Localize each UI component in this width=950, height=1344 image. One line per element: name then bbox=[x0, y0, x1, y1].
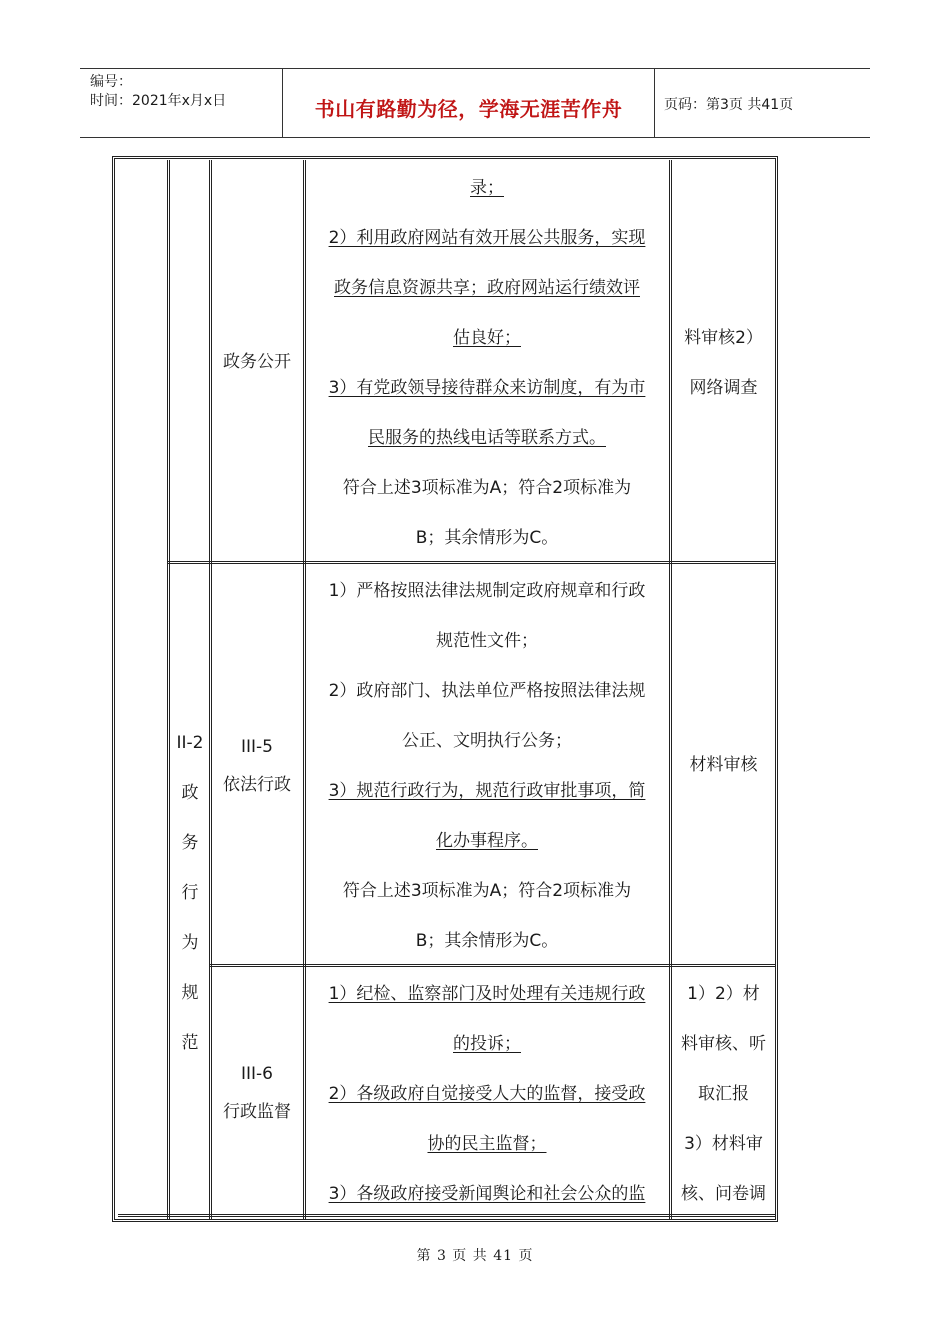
method-line: 材料审核 bbox=[689, 755, 758, 775]
header-motto: 书山有路勤为径，学海无涯苦作舟 bbox=[314, 97, 623, 121]
criteria-cell bbox=[306, 566, 668, 966]
method-cell bbox=[672, 313, 775, 413]
criteria-text: 化办事程序。 bbox=[436, 831, 538, 851]
category-char: 务 bbox=[181, 833, 199, 853]
criteria-line bbox=[306, 1169, 668, 1219]
item-code: III-5 bbox=[241, 737, 273, 757]
item-cell bbox=[212, 1055, 302, 1131]
category-char: 为 bbox=[181, 933, 199, 953]
criteria-line: 规范性文件； bbox=[436, 631, 538, 651]
method-line: 核、问卷调 bbox=[681, 1184, 766, 1204]
method-cell bbox=[672, 740, 775, 790]
criteria-line: 2）政府部门、执法单位严格按照法律法规 bbox=[328, 681, 646, 701]
criteria-line bbox=[306, 213, 668, 263]
item-code: III-6 bbox=[241, 1064, 273, 1084]
criteria-line bbox=[306, 1019, 668, 1069]
criteria-text: 2）各级政府自觉接受人大的监督，接受政 bbox=[328, 1084, 646, 1104]
method-line: 取汇报 bbox=[698, 1084, 749, 1104]
criteria-line bbox=[306, 313, 668, 363]
serial-number-label: 编号： bbox=[90, 74, 132, 90]
table-column-divider bbox=[167, 160, 170, 1219]
category-char: 规 bbox=[181, 983, 199, 1003]
item-name: 政务公开 bbox=[223, 352, 291, 372]
criteria-line: 符合上述3项标准为A；符合2项标准为 bbox=[342, 881, 632, 901]
date-label: 时间：2021年x月x日 bbox=[90, 93, 227, 109]
method-line: 3）材料审 bbox=[684, 1134, 763, 1154]
criteria-line bbox=[306, 1069, 668, 1119]
header-meta bbox=[90, 73, 226, 111]
page-footer: 第 3 页 共 41 页 bbox=[416, 1248, 534, 1264]
category-code: II-2 bbox=[176, 733, 204, 753]
criteria-text: 1）纪检、监察部门及时处理有关违规行政 bbox=[328, 984, 646, 1004]
method-line: 料审核2） bbox=[684, 328, 763, 348]
criteria-text: 3）规范行政行为，规范行政审批事项，简 bbox=[328, 781, 646, 801]
category-char: 行 bbox=[181, 883, 199, 903]
criteria-text: 3）有党政领导接待群众来访制度，有为市 bbox=[328, 378, 646, 398]
criteria-text: 民服务的热线电话等联系方式。 bbox=[368, 428, 606, 448]
criteria-line: B；其余情形为C。 bbox=[415, 931, 559, 951]
category-char: 范 bbox=[181, 1033, 199, 1053]
criteria-line bbox=[306, 413, 668, 463]
item-name: 依法行政 bbox=[223, 775, 291, 795]
criteria-line bbox=[306, 766, 668, 816]
header-page-info: 页码：第3页 共41页 bbox=[664, 97, 794, 113]
criteria-text: 3）各级政府接受新闻舆论和社会公众的监 bbox=[328, 1184, 646, 1204]
criteria-text: 的投诉； bbox=[453, 1034, 521, 1054]
criteria-line: 公正、文明执行公务； bbox=[402, 731, 572, 751]
criteria-line bbox=[306, 263, 668, 313]
criteria-text: 协的民主监督； bbox=[427, 1134, 547, 1154]
category-char: 政 bbox=[181, 783, 199, 803]
item-cell bbox=[212, 728, 302, 804]
page-header bbox=[80, 68, 870, 138]
method-line: 料审核、听 bbox=[681, 1034, 766, 1054]
header-divider bbox=[654, 69, 655, 137]
method-line: 网络调查 bbox=[689, 378, 758, 398]
method-cell bbox=[672, 969, 775, 1219]
criteria-line bbox=[306, 969, 668, 1019]
item-name: 行政监督 bbox=[223, 1102, 291, 1122]
criteria-line bbox=[306, 816, 668, 866]
criteria-text: 政务信息资源共享；政府网站运行绩效评 bbox=[334, 278, 640, 298]
criteria-text: 2）利用政府网站有效开展公共服务，实现 bbox=[328, 228, 646, 248]
criteria-line bbox=[306, 363, 668, 413]
criteria-line bbox=[306, 163, 668, 213]
method-line: 1）2）材 bbox=[687, 984, 760, 1004]
criteria-cell bbox=[306, 163, 668, 563]
criteria-line: B；其余情形为C。 bbox=[415, 528, 559, 548]
criteria-line: 1）严格按照法律法规制定政府规章和行政 bbox=[328, 581, 646, 601]
criteria-text: 估良好； bbox=[453, 328, 521, 348]
criteria-line bbox=[306, 1119, 668, 1169]
category-label bbox=[171, 718, 209, 1068]
criteria-text: 录； bbox=[470, 178, 504, 198]
criteria-line: 符合上述3项标准为A；符合2项标准为 bbox=[342, 478, 632, 498]
criteria-cell bbox=[306, 969, 668, 1219]
